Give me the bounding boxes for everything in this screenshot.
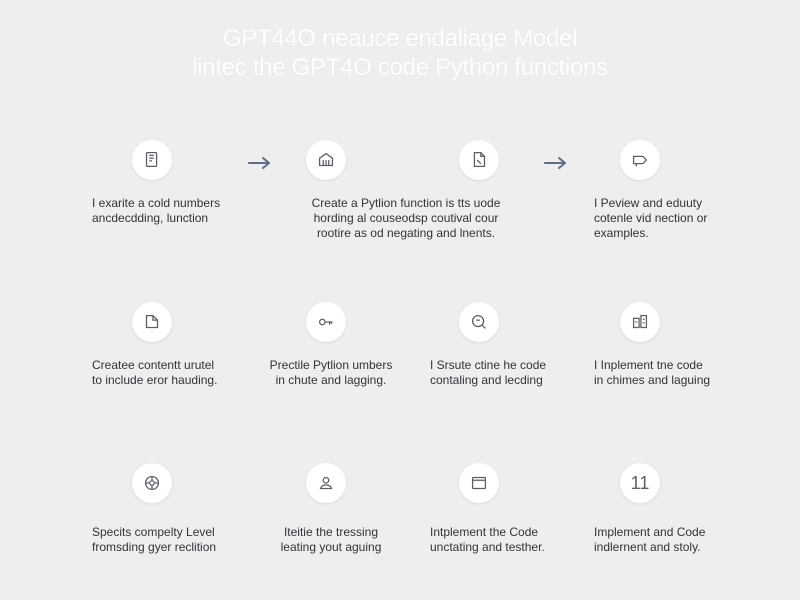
step-7-circle [459, 302, 499, 342]
step-11-circle [459, 463, 499, 503]
step-3-line-3: examples. [594, 226, 649, 240]
step-3-line-1: I Peview and eduuty [594, 196, 703, 210]
step-6-description [246, 358, 416, 388]
step-1-circle [132, 140, 172, 180]
step-3-circle [459, 140, 499, 180]
step-9-line-1: Specits compelty Level [92, 525, 215, 539]
step-2-line-1: Create a Pytlion function is tts uode [311, 196, 501, 210]
step-6-circle [306, 302, 346, 342]
step-8-description [594, 358, 710, 388]
step-7-line-1: I Srsute ctine he code [430, 358, 547, 372]
step-12-circle [620, 463, 660, 503]
step-9-description [92, 525, 216, 555]
step-2-description [296, 196, 516, 241]
step-6-line-2: in chute and lagging. [275, 373, 387, 387]
gear-icon [141, 472, 163, 494]
step-7-line-2: contaling and lecding [430, 373, 543, 387]
step-12-description [594, 525, 705, 555]
step-2-circle [306, 140, 346, 180]
document-icon [141, 149, 163, 171]
flow-arrow-1 [247, 155, 273, 171]
step-3-line-2: cotenle vid nection or [594, 211, 708, 225]
number-icon: 11 [630, 472, 650, 493]
step-12-line-2: indlernent and stoly. [594, 540, 701, 554]
tag-icon [629, 149, 651, 171]
step-2-line-2: hording al couseodsp coutival cour [313, 211, 499, 225]
step-8-line-2: in chimes and laguing [594, 373, 711, 387]
key-icon [315, 311, 337, 333]
step-5-line-1: Createe contentt urutel [92, 358, 215, 372]
step-2-line-3: rootire as od negating and lnents. [316, 226, 496, 240]
step-3-description [594, 196, 707, 241]
user-icon [315, 472, 337, 494]
flow-arrow-2 [543, 155, 569, 171]
step-10-circle [306, 463, 346, 503]
building-icon [315, 149, 337, 171]
step-12-line-1: Implement and Code [594, 525, 706, 539]
step-5-circle [132, 302, 172, 342]
step-11-line-2: unctating and testher. [430, 540, 545, 554]
file-icon [468, 149, 490, 171]
step-1-line-1: I exarite a cold numbers [92, 196, 221, 210]
step-7-description [430, 358, 546, 388]
step-1-description [92, 196, 220, 226]
search-icon [468, 311, 490, 333]
step-1-line-2: ancdecdding, lunction [92, 211, 209, 225]
step-5-description [92, 358, 217, 388]
title-line-2: lintec the GPT4O code Python functions [192, 54, 608, 81]
tag-icon [141, 311, 163, 333]
step-5-line-2: to include eror hauding. [92, 373, 218, 387]
step-9-circle [132, 463, 172, 503]
step-11-description [430, 525, 545, 555]
step-4-circle [620, 140, 660, 180]
step-8-line-1: I Inplement tne code [594, 358, 703, 372]
step-6-line-1: Prectile Pytlion umbers [269, 358, 393, 372]
step-9-line-2: fromsding gyer reclition [92, 540, 217, 554]
step-8-circle [620, 302, 660, 342]
window-icon [468, 472, 490, 494]
step-10-line-1: Iteitie the tressing [283, 525, 379, 539]
step-11-line-1: Intplement the Code [430, 525, 539, 539]
step-10-description [246, 525, 416, 555]
step-10-line-2: leating yout aguing [280, 540, 382, 554]
grid-icon [629, 311, 651, 333]
title-line-1: GPT44O neauce endaliage Model [222, 25, 578, 52]
